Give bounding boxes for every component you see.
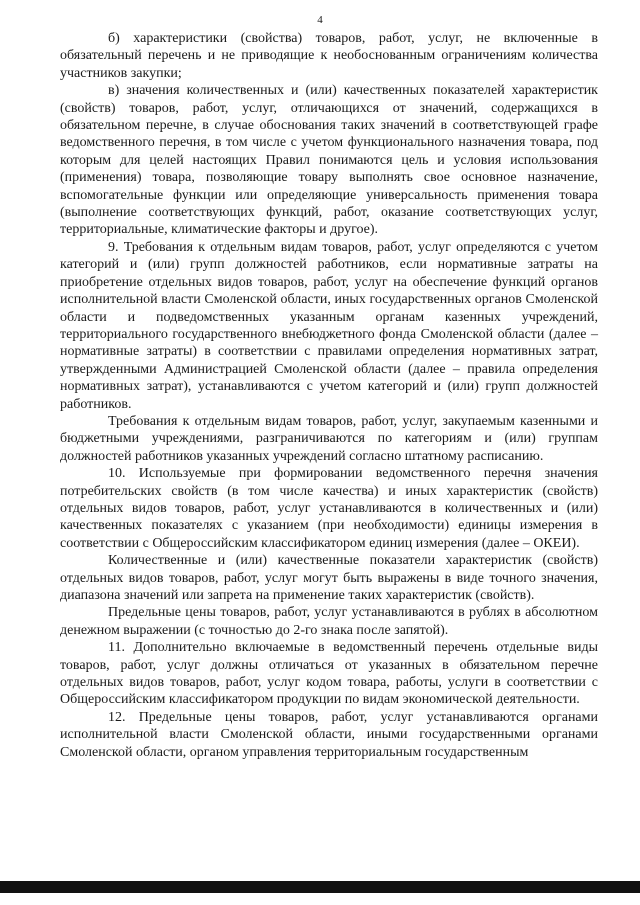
- paragraph-12: 12. Предельные цены товаров, работ, услуг устанавливаются органами исполнительной власти Смоленской области, иными государственными органами Смоленской области, органом управления территориальным государственным: [60, 709, 598, 760]
- paragraph-9-requirements: Требования к отдельным видам товаров, работ, услуг, закупаемым казенными и бюджетными учреждениями, разграничиваются по категориям и (или) группам должностей работников указанных учреждений согласно штатному расписанию.: [60, 413, 598, 464]
- paragraph-11: 11. Дополнительно включаемые в ведомственный перечень отдельные виды товаров, работ, услуг должны отличаться от указанных в обязательном перечне отдельных видов товаров, работ, услуг кодом товара, работы, услуги в соответствии с Общероссийским классификатором продукции по видам экономической деятельности.: [60, 640, 598, 708]
- scan-edge-bar: [0, 881, 640, 893]
- paragraph-10-indicators: Количественные и (или) качественные показатели характеристик (свойств) отдельных видов товаров, работ, услуг могут быть выражены в виде точного значения, диапазона значений или запрета на применение таких характеристик (свойств).: [60, 553, 598, 603]
- paragraph-v: в) значения количественных и (или) качественных показателей характеристик (свойств) товаров, работ, услуг, отличающихся от значений, содержащихся в обязательном перечне, в случае обоснования таких значений в соответствующей графе ведомственного перечня, в том числе с учетом функционального назначения товара, под которым для целей настоящих Правил понимаются цель и условия использования (применения) товара, позволяющие товару выполнять свое основное назначение, вспомогательные функции или определяющие универсальность применения товара (выполнение соответствующих функций, работ, оказание соответствующих услуг, территориальные, климатические факторы и другое).: [60, 83, 598, 238]
- text-body: [60, 30, 598, 761]
- paragraph-10-prices: Предельные цены товаров, работ, услуг устанавливаются в рублях в абсолютном денежном выражении (с точностью до 2-го знака после запятой).: [60, 605, 598, 638]
- paragraph-10: 10. Используемые при формировании ведомственного перечня значения потребительских свойств (в том числе качества) и иных характеристик (свойств) отдельных видов товаров, работ, услуг устанавливаются в количественных и (или) качественных показателях с указанием (при необходимости) единицы измерения в соответствии с Общероссийским классификатором единиц измерения (далее – ОКЕИ).: [60, 466, 598, 551]
- page-number: 4: [317, 14, 323, 26]
- paragraph-b: б) характеристики (свойства) товаров, работ, услуг, не включенные в обязательный перечень и не приводящие к необоснованным ограничениям количества участников закупки;: [60, 31, 598, 81]
- paragraph-9: 9. Требования к отдельным видам товаров, работ, услуг определяются с учетом категорий и (или) групп должностей работников, если нормативные затраты на приобретение отдельных видов товаров, работ, услуг на обеспечение функций органов исполнительной власти Смоленской области, иных государственных органов Смоленской области и подведомственных указанным органам казенных учреждений, территориального государственного внебюджетного фонда Смоленской области (далее – нормативные затраты) в соответствии с правилами определения нормативных затрат, утвержденными Администрацией Смоленской области (далее – правила определения нормативных затрат), устанавливаются с учетом категорий и (или) групп должностей работников.: [60, 239, 598, 412]
